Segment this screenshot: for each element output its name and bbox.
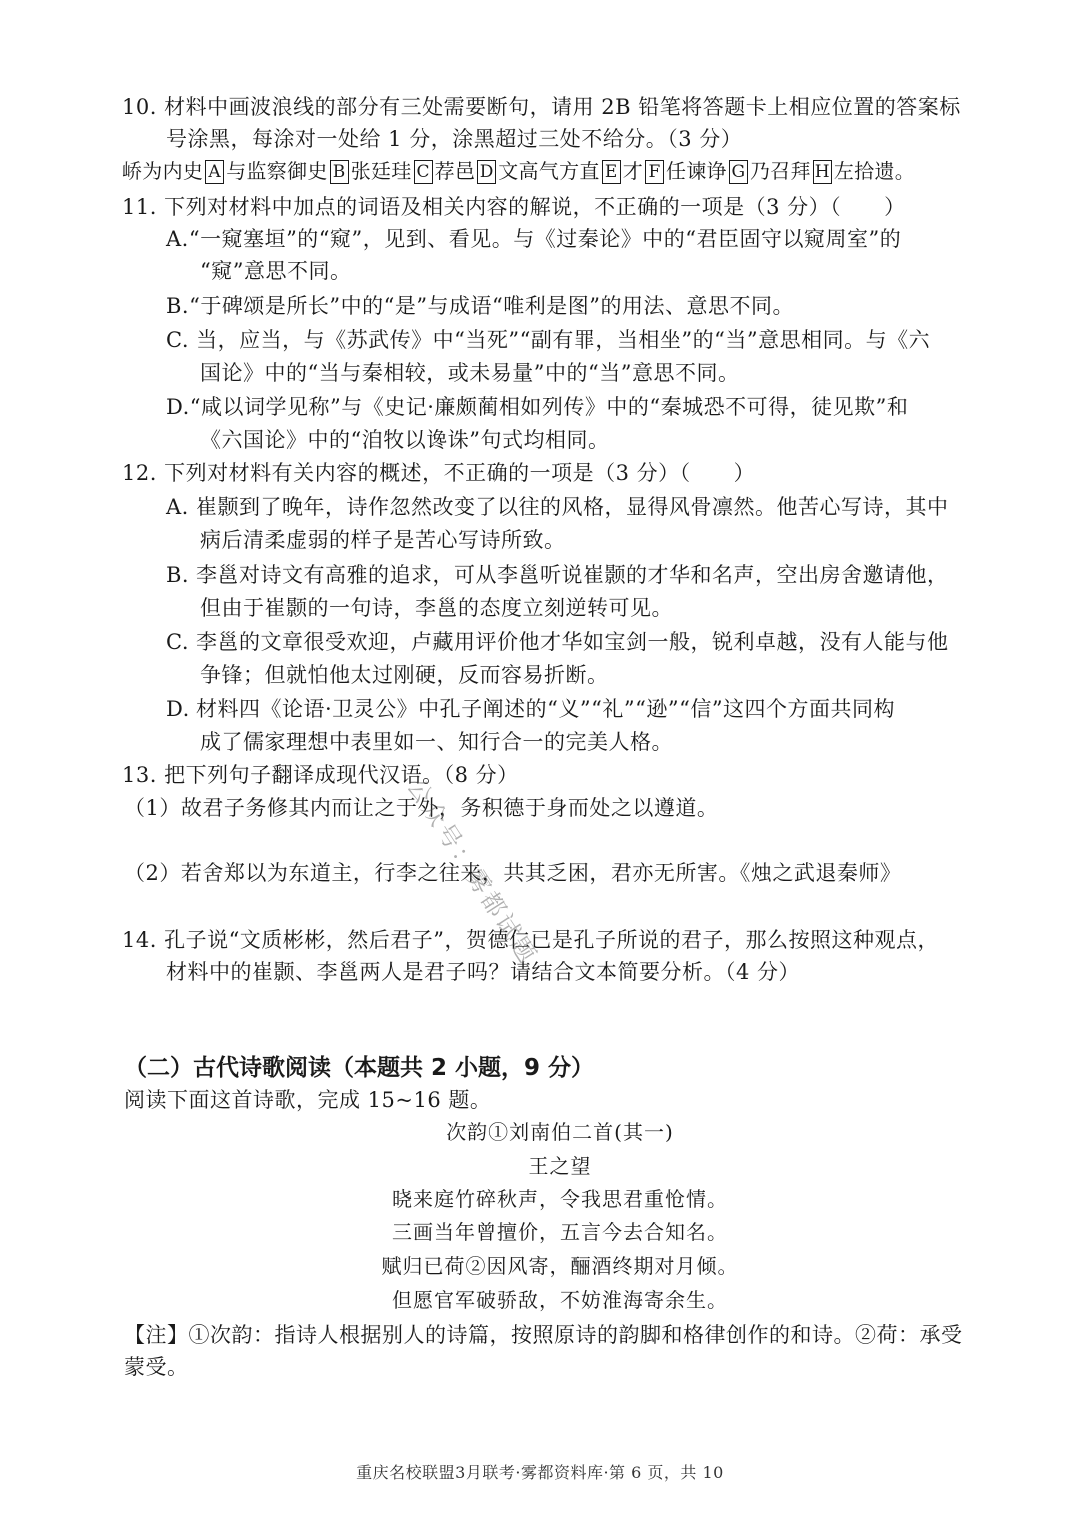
page-footer: 重庆名校联盟3月联考·雾都资料库·第 6 页，共 10 — [356, 1463, 724, 1482]
option-text: 崔颢到了晚年，诗作忽然改变了以往的风格，显得风骨凛然。他苦心写诗，其中 — [196, 495, 949, 519]
q12-option-c-line1 — [166, 627, 949, 657]
option-letter: C. — [166, 630, 189, 654]
q10-sentence-with-boxes — [122, 156, 915, 186]
answer-box-d[interactable]: D — [477, 160, 496, 184]
q11-stem: 11. 下列对材料中加点的词语及相关内容的解说，不正确的一项是（3 分）（ ） — [122, 195, 906, 219]
q10-line1: 10. 材料中画波浪线的部分有三处需要断句，请用 2B 铅笔将答题卡上相应位置的答案标 — [122, 95, 961, 119]
q14-line1: 14. 孔子说“文质彬彬，然后君子”，贺德仁已是孔子所说的君子，那么按照这种观点， — [122, 928, 940, 952]
q12-option-a-line2: 病后清柔虚弱的样子是苦心写诗所致。 — [200, 528, 566, 552]
answer-box-e[interactable]: E — [602, 160, 621, 184]
answer-box-b[interactable]: B — [330, 160, 349, 184]
section-instruction: 阅读下面这首诗歌，完成 15~16 题。 — [124, 1088, 492, 1112]
q10-line2: 号涂黑，每涂对一处给 1 分，涂黑超过三处不给分。（3 分） — [166, 127, 743, 151]
q11-option-a-line2: “窥”意思不同。 — [200, 259, 352, 283]
section-title: （二）古代诗歌阅读（本题共 2 小题，9 分） — [124, 1055, 595, 1081]
q12-option-d-line1 — [166, 694, 895, 724]
q11-option-d-line2: 《六国论》中的“洎牧以谗诛”句式均相同。 — [200, 428, 610, 452]
segment: 左拾遗。 — [833, 159, 916, 183]
poem-author: 王之望 — [528, 1154, 592, 1178]
segment: 才 — [622, 159, 644, 183]
option-letter: D. — [166, 697, 190, 721]
q13-sentence-1: （1）故君子务修其内而让之于外，务积德于身而处之以遵道。 — [124, 796, 719, 820]
segment: 张廷珪 — [350, 159, 412, 183]
watermark: 公众号：雾都试题 — [401, 773, 543, 970]
poem-line-2: 三画当年曾擅价，五言今去合知名。 — [392, 1220, 728, 1244]
q11-option-c-line1: C. 当，应当，与《苏武传》中“当死”“副有罪，当相坐”的“当”意思相同。与《六 — [166, 328, 931, 352]
q13-stem: 13. 把下列句子翻译成现代汉语。（8 分） — [122, 763, 519, 787]
poem-line-4: 但愿官军破骄敌，不妨淮海寄余生。 — [392, 1288, 728, 1312]
answer-box-g[interactable]: G — [729, 160, 748, 184]
q12-option-d-line2: 成了儒家理想中表里如一、知行合一的完美人格。 — [200, 730, 673, 754]
poem-line-1: 晓来庭竹碎秋声，令我思君重怆情。 — [392, 1187, 728, 1211]
poem-line-3: 赋归已荷②因风寄，酾酒终期对月倾。 — [381, 1254, 739, 1278]
option-letter: B. — [166, 563, 190, 587]
answer-box-f[interactable]: F — [645, 160, 664, 184]
q14-line2: 材料中的崔颢、李邕两人是君子吗？请结合文本简要分析。（4 分） — [166, 960, 801, 984]
note-line1: 【注】①次韵：指诗人根据别人的诗篇，按照原诗的韵脚和格律创作的和诗。②荷：承受 — [124, 1323, 963, 1347]
segment: 与监察御史 — [226, 159, 328, 183]
option-text: 李邕的文章很受欢迎，卢藏用评价他才华如宝剑一般，锐利卓越，没有人能与他 — [196, 630, 949, 654]
segment: 荐邑 — [434, 159, 476, 183]
answer-box-a[interactable]: A — [205, 160, 224, 184]
option-text: 李邕对诗文有高雅的追求，可从李邕听说崔颢的才华和名声，空出房舍邀请他， — [196, 563, 949, 587]
answer-box-c[interactable]: C — [414, 160, 433, 184]
q11-option-a-line1: A.“一窥塞垣”的“窥”，见到、看见。与《过秦论》中的“君臣固守以窥周室”的 — [166, 227, 902, 251]
option-text: 材料四《论语·卫灵公》中孔子阐述的“义”“礼”“逊”“信”这四个方面共同构 — [196, 697, 896, 721]
q12-option-b-line1 — [166, 560, 949, 590]
q12-option-b-line2: 但由于崔颢的一句诗，李邕的态度立刻逆转可见。 — [200, 596, 673, 620]
q13-sentence-2: （2）若舍郑以为东道主，行李之往来，共其乏困，君亦无所害。《烛之武退秦师》 — [124, 861, 902, 885]
answer-box-h[interactable]: H — [814, 162, 830, 182]
segment: 峤为内史 — [122, 159, 204, 183]
segment: 文高气方直 — [498, 159, 600, 183]
segment: 乃召拜 — [749, 159, 811, 183]
q12-stem: 12. 下列对材料有关内容的概述，不正确的一项是（3 分）（ ） — [122, 461, 756, 485]
note-line2: 蒙受。 — [124, 1355, 189, 1379]
option-letter: A. — [166, 495, 189, 519]
poem-title: 次韵①刘南伯二首(其一) — [446, 1120, 674, 1144]
q11-option-c-line2: 国论》中的“当与秦相较，或未易量”中的“当”意思不同。 — [200, 361, 740, 385]
q12-option-a-line1 — [166, 492, 949, 522]
segment: 任谏诤 — [666, 159, 727, 183]
q11-option-b: B.“于碑颂是所长”中的“是”与成语“唯利是图”的用法、意思不同。 — [166, 294, 795, 318]
q12-option-c-line2: 争锋；但就怕他太过刚硬，反而容易折断。 — [200, 663, 609, 687]
q11-option-d-line1: D.“咸以词学见称”与《史记·廉颇蔺相如列传》中的“秦城恐不可得，徒见欺”和 — [166, 395, 909, 419]
